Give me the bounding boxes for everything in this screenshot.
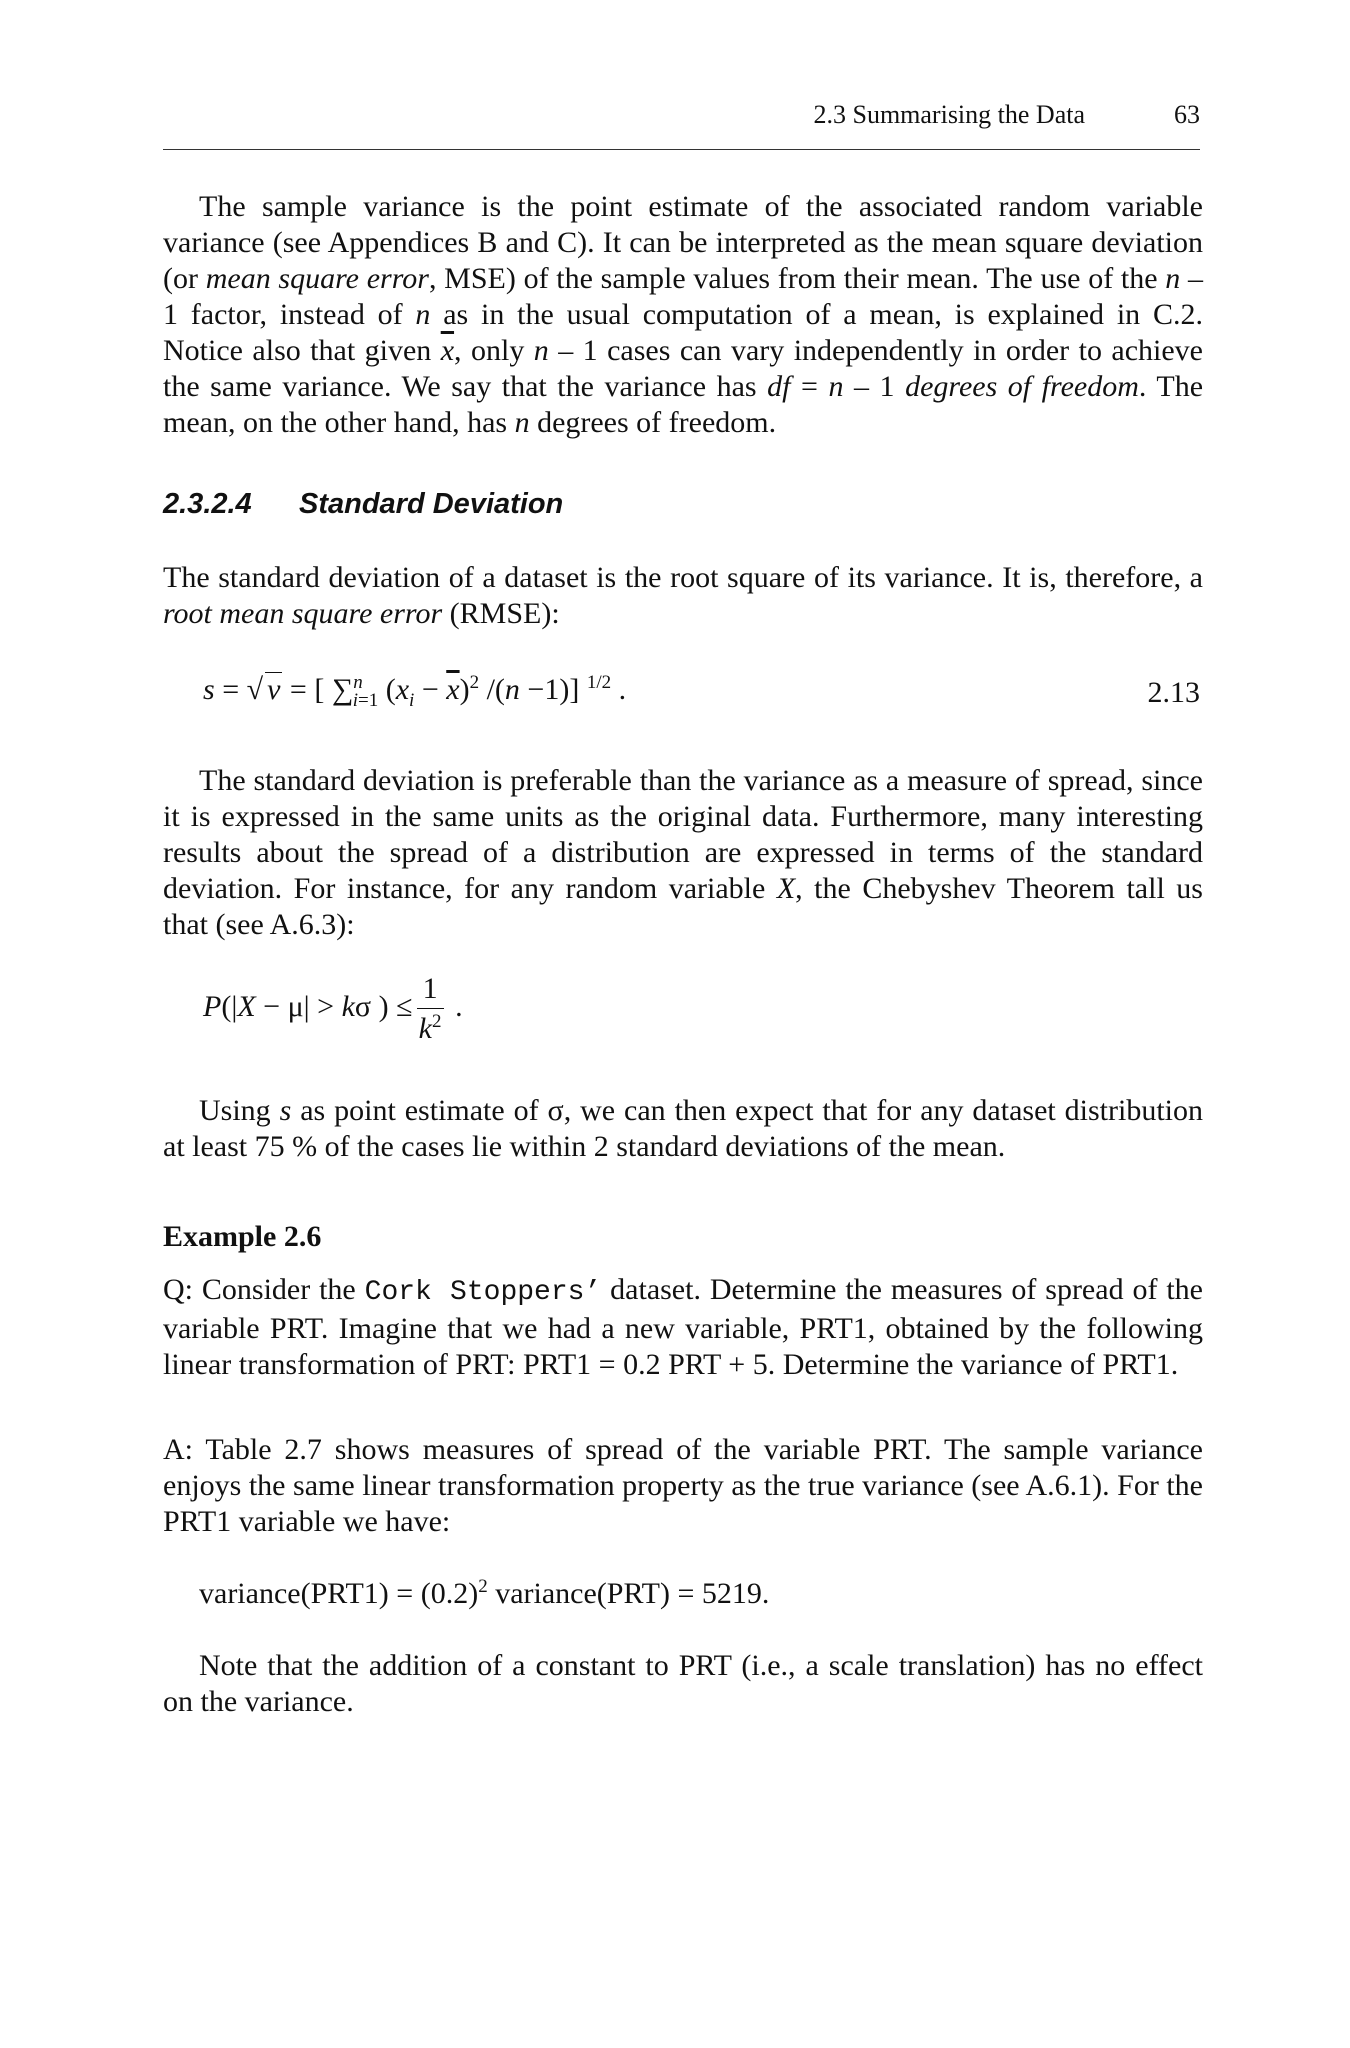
dataset-name: Cork Stoppers’	[364, 1277, 602, 1308]
fraction: $\frac{1}{k^2}$	[417, 972, 444, 1046]
example-title: Example 2.6	[163, 1220, 322, 1253]
paragraph-sample-variance: The sample variance is the point estimate of the associated random variable variance (see Appendices B and C). It can be interpreted as the mean square deviation (or mean square error, MSE) of the sample values from their mean. The use of the n – 1 factor, instead of n as in the usual computation of a mean, is explained in C.2. Notice also that given $\overline{x}$, only n – 1 cases can vary independently in order to achieve the same variance. We say that the variance has df = n – 1 degrees of freedom. The mean, on the other hand, has n degrees of freedom.	[163, 190, 1204, 439]
chebyshev-inequality: P(|X − μ| > kσ ) ≤ $\frac{1}{k^2}$ .	[203, 972, 463, 1045]
header-rule	[163, 149, 1200, 150]
variance-equation: variance(PRT1) = $(0.2)^2$ variance(PRT) = 5219.	[199, 1576, 770, 1610]
example-answer: A: Table 2.7 shows measures of spread of the variable PRT. The sample variance enjoys the same linear transformation property as the true variance (see A.6.1). For the PRT1 variable we have:	[163, 1433, 1203, 1538]
paragraph-note: Note that the addition of a constant to PRT (i.e., a scale translation) has no effect on the variance.	[163, 1649, 1203, 1718]
running-header	[163, 100, 1200, 132]
paragraph-standard-deviation: The standard deviation of a dataset is the root square of its variance. It is, therefore, a root mean square error (RMSE):	[163, 561, 1203, 630]
page-number: 63	[1174, 100, 1200, 129]
running-header-title: 2.3 Summarising the Data	[813, 100, 1085, 129]
paragraph-spread: The standard deviation is preferable than the variance as a measure of spread, since it is expressed in the same units as the original data. Furthermore, many interesting results about the spread of a distribution are expressed in terms of the standard deviation. For instance, for any random variable X, the Chebyshev Theorem tall us that (see A.6.3):	[163, 764, 1203, 941]
equation-2-13: s = √ v = [ ∑$^n_{i=1}$ $(x_i - \overline{x})^2$ /(n −1)] $^{1/2}$ .	[203, 672, 627, 711]
example-question: Q: Consider the Cork Stoppers’ dataset. Determine the measures of spread of the variable PRT. Imagine that we had a new variable, PRT1, obtained by the following linear transformation of PRT: PRT1 = 0.2 PRT + 5. Determine the variance of PRT1.	[163, 1273, 1203, 1381]
section-title: Standard Deviation	[299, 488, 564, 520]
section-number: 2.3.2.4	[163, 488, 252, 520]
paragraph-using-s: Using s as point estimate of σ, we can then expect that for any dataset distribution at least 75 % of the cases lie within 2 standard deviations of the mean.	[163, 1094, 1203, 1163]
equation-number: 2.13	[1147, 676, 1200, 709]
x-bar-symbol: $\overline{x}$	[440, 334, 455, 367]
section-heading	[163, 488, 563, 521]
